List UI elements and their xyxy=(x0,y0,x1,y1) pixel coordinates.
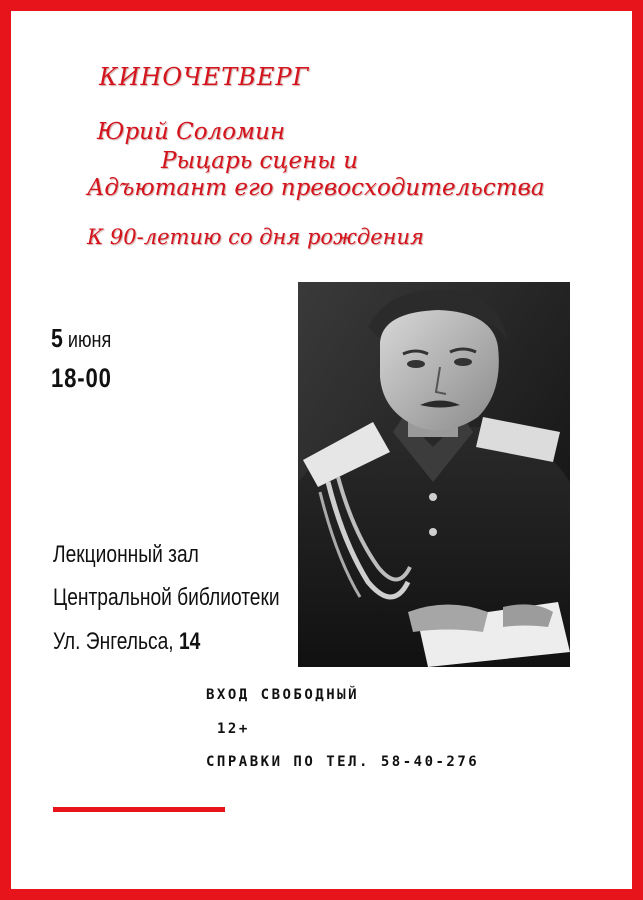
event-month: июня xyxy=(67,327,112,352)
portrait-illustration xyxy=(298,282,570,667)
venue-address xyxy=(53,628,200,656)
decorative-divider xyxy=(53,807,225,812)
venue-number: 14 xyxy=(178,628,201,655)
actor-name: Юрий Соломин xyxy=(97,119,286,145)
actor-portrait-photo xyxy=(298,282,570,667)
anniversary-text: К 90-летию со дня рождения xyxy=(87,225,424,249)
subtitle-line-2: Адъютант его превосходительства xyxy=(87,175,545,201)
age-rating: 12+ xyxy=(217,721,250,737)
event-date xyxy=(51,323,111,354)
phone-info: СПРАВКИ ПО ТЕЛ. 58-40-276 xyxy=(206,754,480,770)
free-entry-text: ВХОД СВОБОДНЫЙ xyxy=(206,687,360,703)
poster-title: КИНОЧЕТВЕРГ xyxy=(99,63,310,91)
venue-library: Центральной библиотеки xyxy=(53,584,280,611)
subtitle-line-1: Рыцарь сцены и xyxy=(161,148,359,174)
event-time: 18-00 xyxy=(51,363,112,393)
venue-hall: Лекционный зал xyxy=(53,541,199,568)
event-day: 5 xyxy=(51,323,63,353)
venue-street: Ул. Энгельса, xyxy=(53,628,179,655)
